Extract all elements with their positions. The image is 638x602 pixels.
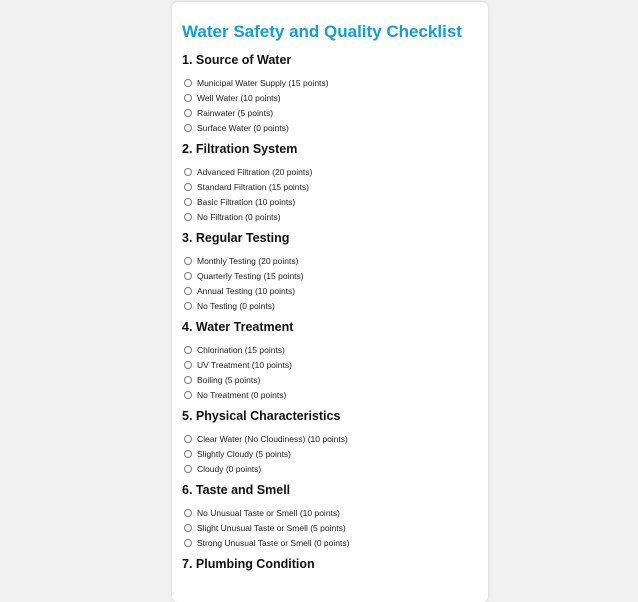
radio-button[interactable]	[184, 302, 192, 310]
radio-option[interactable]	[182, 535, 478, 550]
radio-button[interactable]	[184, 213, 192, 221]
radio-button[interactable]	[184, 79, 192, 87]
radio-button[interactable]	[184, 346, 192, 354]
section-heading: 3. Regular Testing	[182, 231, 290, 245]
radio-button[interactable]	[184, 272, 192, 280]
option-label: UV Treatment (10 points)	[197, 359, 292, 370]
option-label: Advanced Filtration (20 points)	[197, 166, 313, 177]
radio-option[interactable]	[182, 75, 478, 90]
radio-option[interactable]	[182, 505, 478, 520]
radio-option[interactable]	[182, 446, 478, 461]
option-list	[182, 505, 478, 550]
radio-button[interactable]	[184, 465, 192, 473]
radio-option[interactable]	[182, 253, 478, 268]
option-list	[182, 253, 478, 313]
radio-button[interactable]	[184, 183, 192, 191]
section-plumbing-condition	[182, 556, 478, 572]
radio-button[interactable]	[184, 361, 192, 369]
option-label: Standard Filtration (15 points)	[197, 181, 309, 192]
option-label: Slightly Cloudy (5 points)	[197, 448, 292, 459]
option-label: No Testing (0 points)	[197, 300, 275, 311]
section-filtration-system	[182, 141, 478, 224]
radio-button[interactable]	[184, 168, 192, 176]
radio-option[interactable]	[182, 164, 478, 179]
radio-option[interactable]	[182, 520, 478, 535]
section-heading: 4. Water Treatment	[182, 320, 294, 334]
radio-button[interactable]	[184, 287, 192, 295]
option-list	[182, 342, 478, 402]
radio-option[interactable]	[182, 90, 478, 105]
section-heading: 1. Source of Water	[182, 53, 292, 67]
section-regular-testing	[182, 230, 478, 313]
option-label: Clear Water (No Cloudiness) (10 points)	[197, 433, 348, 444]
option-label: Annual Testing (10 points)	[197, 285, 296, 296]
option-label: Slight Unusual Taste or Smell (5 points)	[197, 522, 346, 533]
section-taste-and-smell	[182, 482, 478, 550]
radio-button[interactable]	[184, 391, 192, 399]
radio-option[interactable]	[182, 357, 478, 372]
radio-option[interactable]	[182, 298, 478, 313]
radio-option[interactable]	[182, 120, 478, 135]
radio-button[interactable]	[184, 450, 192, 458]
section-heading: 7. Plumbing Condition	[182, 557, 315, 571]
page-title: Water Safety and Quality Checklist	[182, 22, 462, 41]
option-label: Chlorination (15 points)	[197, 344, 285, 355]
section-heading: 5. Physical Characteristics	[182, 409, 341, 423]
checklist-card	[172, 2, 488, 602]
option-label: Municipal Water Supply (15 points)	[197, 77, 329, 88]
radio-option[interactable]	[182, 209, 478, 224]
radio-option[interactable]	[182, 372, 478, 387]
radio-option[interactable]	[182, 194, 478, 209]
option-label: Quarterly Testing (15 points)	[197, 270, 304, 281]
option-label: Monthly Testing (20 points)	[197, 255, 299, 266]
option-label: Surface Water (0 points)	[197, 122, 289, 133]
option-label: Rainwater (5 points)	[197, 107, 274, 118]
option-label: Basic Filtration (10 points)	[197, 196, 296, 207]
radio-button[interactable]	[184, 376, 192, 384]
section-physical-characteristics	[182, 408, 478, 476]
option-list	[182, 431, 478, 476]
radio-option[interactable]	[182, 105, 478, 120]
radio-button[interactable]	[184, 257, 192, 265]
radio-button[interactable]	[184, 198, 192, 206]
radio-option[interactable]	[182, 268, 478, 283]
radio-button[interactable]	[184, 524, 192, 532]
option-list	[182, 164, 478, 224]
radio-option[interactable]	[182, 283, 478, 298]
option-label: Cloudy (0 points)	[197, 463, 262, 474]
radio-option[interactable]	[182, 431, 478, 446]
option-label: No Unusual Taste or Smell (10 points)	[197, 507, 340, 518]
radio-button[interactable]	[184, 509, 192, 517]
option-label: Well Water (10 points)	[197, 92, 281, 103]
radio-option[interactable]	[182, 387, 478, 402]
section-source-of-water	[182, 52, 478, 135]
radio-option[interactable]	[182, 342, 478, 357]
option-list	[182, 75, 478, 135]
radio-button[interactable]	[184, 109, 192, 117]
radio-button[interactable]	[184, 435, 192, 443]
option-label: No Treatment (0 points)	[197, 389, 287, 400]
radio-button[interactable]	[184, 124, 192, 132]
radio-button[interactable]	[184, 539, 192, 547]
section-heading: 6. Taste and Smell	[182, 483, 291, 497]
option-label: Boiling (5 points)	[197, 374, 261, 385]
radio-option[interactable]	[182, 179, 478, 194]
option-label: No Filtration (0 points)	[197, 211, 281, 222]
option-label: Strong Unusual Taste or Smell (0 points)	[197, 537, 350, 548]
radio-option[interactable]	[182, 461, 478, 476]
section-water-treatment	[182, 319, 478, 402]
section-heading: 2. Filtration System	[182, 142, 298, 156]
radio-button[interactable]	[184, 94, 192, 102]
